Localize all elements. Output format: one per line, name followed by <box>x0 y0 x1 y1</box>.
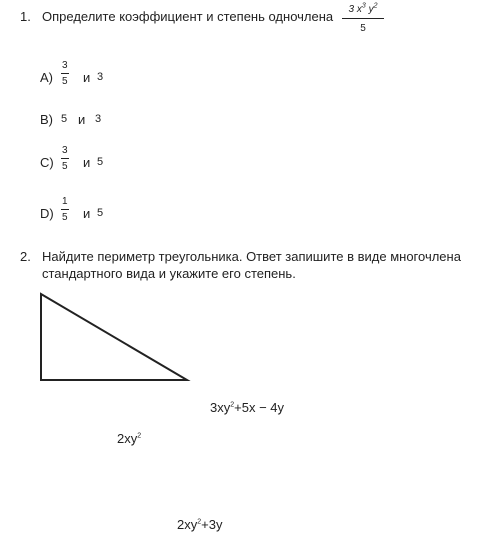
option-c-letter: C) <box>40 155 54 170</box>
question-2-number: 2. <box>20 249 31 264</box>
question-1-text: Определите коэффициент и степень одночлена <box>42 9 334 24</box>
bottom-side-label-base: 2xy <box>177 517 198 532</box>
right-triangle <box>41 294 187 380</box>
monomial-y-exponent: 2 <box>373 2 378 10</box>
monomial-x-exponent: 3 <box>361 2 366 10</box>
bottom-side-label-rest: +3y <box>201 517 223 532</box>
option-a-letter: A) <box>40 70 53 85</box>
question-2-line-1: Найдите периметр треугольника. Ответ запишите в виде многочлена <box>42 249 461 264</box>
bottom-side-label-exponent: 2 <box>197 518 202 526</box>
question-2-line-2: стандартного вида и укажите его степень. <box>42 266 296 281</box>
monomial-y: y <box>368 4 374 15</box>
option-a-degree: 3 <box>97 71 104 83</box>
bottom-side-label <box>177 517 222 532</box>
option-a-conjunction: и <box>83 70 91 85</box>
monomial-x: x <box>356 4 362 15</box>
left-side-label-exponent: 2 <box>137 432 142 440</box>
option-a-denominator: 5 <box>62 76 68 87</box>
option-b-letter: B) <box>40 112 53 127</box>
left-side-label-base: 2xy <box>117 431 138 446</box>
option-d-letter: D) <box>40 206 54 221</box>
option-b-conjunction: и <box>78 112 86 127</box>
left-side-label <box>117 431 141 446</box>
monomial-denominator: 5 <box>360 23 366 34</box>
hypotenuse-label-exponent: 2 <box>230 401 235 409</box>
option-a-numerator: 3 <box>62 60 68 71</box>
monomial-coefficient: 3 <box>348 4 355 15</box>
hypotenuse-label-rest: +5x − 4y <box>234 400 285 415</box>
option-d-denominator: 5 <box>62 212 68 223</box>
option-d-numerator: 1 <box>62 196 68 207</box>
hypotenuse-label-base: 3xy <box>210 400 231 415</box>
option-d-degree: 5 <box>97 207 104 219</box>
option-b-coefficient: 5 <box>61 113 68 125</box>
hypotenuse-label <box>210 400 284 415</box>
option-c-degree: 5 <box>97 156 104 168</box>
option-c-conjunction: и <box>83 155 91 170</box>
option-b-degree: 3 <box>95 113 102 125</box>
option-c-denominator: 5 <box>62 161 68 172</box>
option-d-conjunction: и <box>83 206 91 221</box>
question-1-number: 1. <box>20 9 31 24</box>
option-c-numerator: 3 <box>62 145 68 156</box>
